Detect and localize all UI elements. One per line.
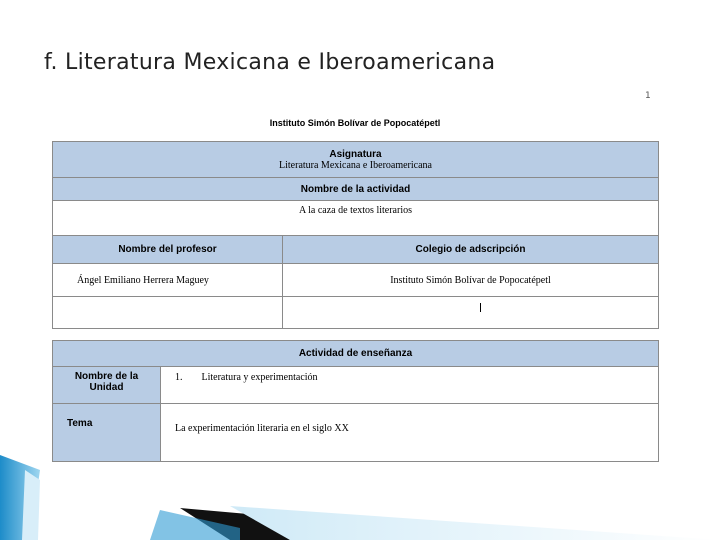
- asignatura-value: Literatura Mexicana e Iberoamericana: [279, 159, 432, 171]
- colegio-label: Colegio de adscripción: [283, 236, 659, 264]
- unidad-value: Literatura y experimentación: [201, 372, 318, 383]
- tema-label: Tema: [53, 404, 161, 462]
- actividad-label: Nombre de la actividad: [53, 178, 659, 201]
- asignatura-label: Asignatura: [329, 148, 382, 160]
- light-swoosh: [230, 506, 720, 540]
- unidad-number: 1.: [175, 372, 183, 383]
- page-number: 1: [645, 91, 651, 101]
- slide-title: f. Literatura Mexicana e Iberoamericana: [44, 50, 496, 75]
- unidad-label: Nombre de la Unidad: [53, 367, 161, 404]
- tema-value: La experimentación literaria en el siglo XX: [161, 404, 659, 462]
- institution-header: Instituto Simón Bolívar de Popocatépetl: [269, 118, 441, 128]
- profesor-value: Ángel Emiliano Herrera Maguey: [53, 264, 283, 297]
- profesor-label: Nombre del profesor: [53, 236, 283, 264]
- colegio-value: Instituto Simón Bolívar de Popocatépetl: [283, 264, 659, 297]
- actividad-value: A la caza de textos literarios: [53, 201, 659, 236]
- actividad-ensenanza-label: Actividad de enseñanza: [53, 341, 659, 367]
- left-light-wave: [22, 470, 40, 540]
